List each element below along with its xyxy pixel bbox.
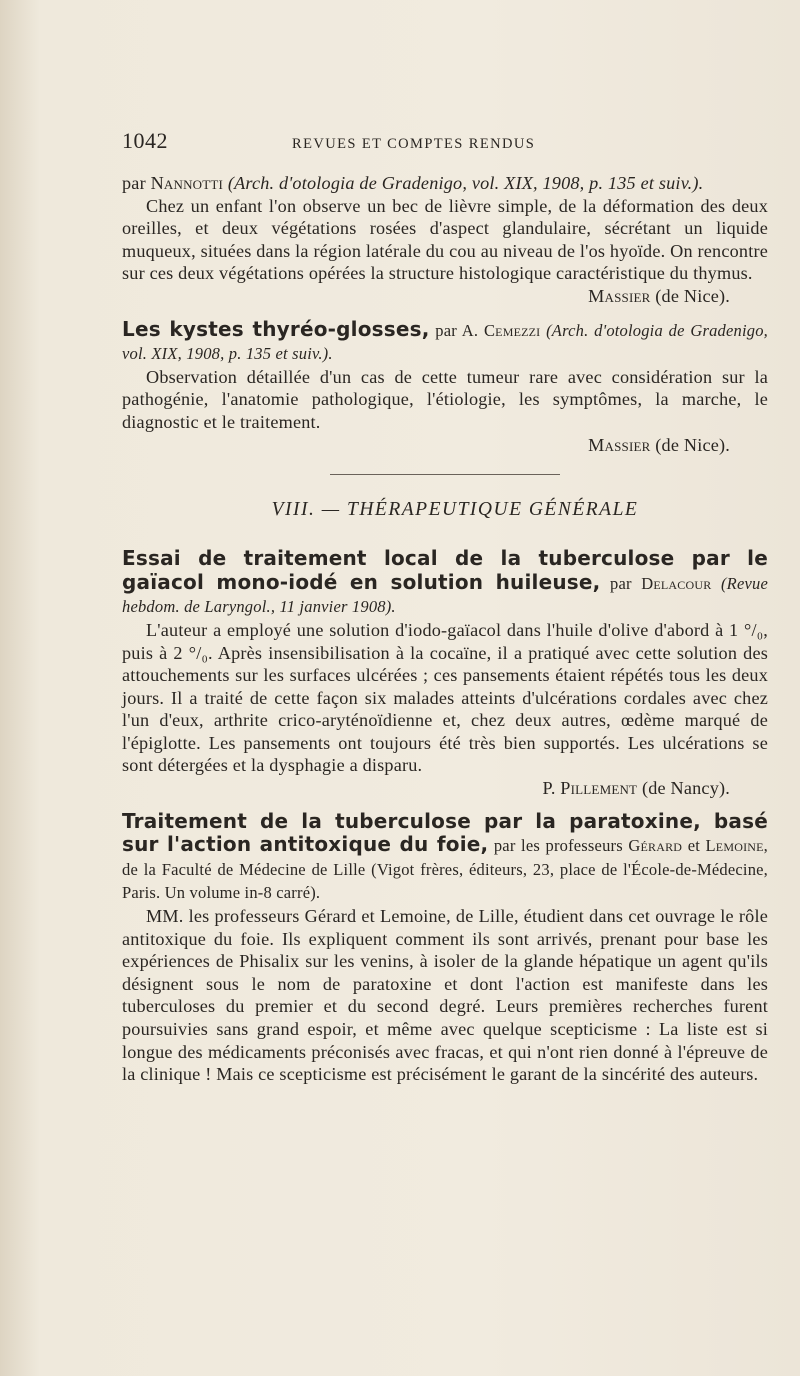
author-name: Gérard [628, 836, 683, 856]
citation-text: , de la Faculté de Médecine de Lille (Vigot frères, éditeurs, 23, place de l'École-de-Médecine, Paris. Un volume in-8 carré). [122, 836, 768, 903]
citation-text: (Revue hebdom. de Laryngol., 11 janvier 1908). [122, 573, 768, 617]
author-name: Delacour [641, 573, 712, 593]
article-title: Les kystes thyréo-glosses, [122, 316, 430, 341]
article-heading: Traitement de la tuberculose par la paratoxine, basé sur l'action antitoxique du foie, par les professeurs Gérard et Lemoine, de la Faculté de Médecine de Lille (Vigot frères, éditeurs, 23, place de l'École-de-Médecine, Paris. Un volume in-8 carré). [122, 808, 768, 903]
entry-body: L'auteur a employé une solution d'iodo-gaïacol dans l'huile d'olive d'abord à 1 °/₀, puis à 2 °/₀. Après insensibilisation à la cocaïne, il a pratiqué avec cette solution des attouchements sur les surfaces ulcérées ; ces pansements étaient répétés tous les deux jours. Il a traité de cette façon six malades atteints d'ulcérations cordales avec chez l'un d'eux, arthrite crico-aryténoïdienne et, chez deux autres, œdème marqué de l'épiglotte. Les pansements ont toujours été très bien supportés. Les ulcérations se sont détergées et la dysphagie a disparu. [122, 619, 768, 776]
reviewer-signature: Massier (de Nice). [588, 285, 730, 306]
entry-body: MM. les professeurs Gérard et Lemoine, de Lille, étudient dans cet ouvrage le rôle antitoxique du foie. Ils expliquent comment ils sont arrivés, prenant pour base les expériences de Phisalix sur les venins, à isoler de la glande hépatique un agent qu'ils désignent sous le nom de paratoxine et dont l'action est manifeste dans les tuberculoses du premier et du second degré. Leurs premières recherches furent poursuivies sans grand espoir, et même avec quelque scepticisme : La liste est si longue des médicaments préconisés avec fracas, et qui n'ont rien donné à l'épreuve de la clinique ! Mais ce scepticisme est précisément le garant de la sincérité des auteurs. [122, 906, 768, 1085]
running-header [122, 128, 768, 154]
article-heading: Essai de traitement local de la tuberculose par le gaïacol mono-iodé en solution huileuse, par Delacour (Revue hebdom. de Laryngol., 11 janvier 1908). [122, 546, 768, 617]
article-title: Essai de traitement local de la tuberculose par le gaïacol mono-iodé en solution huileuse, [122, 546, 768, 594]
page-number: 1042 [122, 128, 168, 153]
section-divider [330, 474, 560, 475]
article-title: Traitement de la tuberculose par la paratoxine, basé sur l'action antitoxique du foie, [122, 808, 768, 857]
section-heading: VIII. — THÉRAPEUTIQUE GÉNÉRALE [271, 499, 639, 521]
text-column [122, 128, 768, 1086]
article-heading: Les kystes thyréo-glosses, par A. Cemezzi (Arch. d'otologia de Gradenigo, vol. XIX, 1908, p. 135 et suiv.). [122, 316, 768, 364]
entry-body: Observation détaillée d'un cas de cette tumeur rare avec considération sur la pathogénie, l'anatomie pathologique, l'étiologie, les symptômes, la marche, le diagnostic et le traitement. [122, 366, 768, 432]
author-name: Cemezzi [483, 320, 541, 340]
citation-text: (Arch. d'otologia de Gradenigo, vol. XIX, 1908, p. 135 et suiv.). [223, 173, 704, 193]
citation-intro: par Nannotti (Arch. d'otologia de Gradenigo, vol. XIX, 1908, p. 135 et suiv.). [122, 173, 704, 193]
author-name: Lemoine [705, 836, 764, 856]
reviewer-signature: Massier (de Nice). [588, 434, 730, 455]
running-title: REVUES ET COMPTES RENDUS [292, 136, 536, 152]
author-name: Nannotti [150, 173, 224, 193]
citation-text: (Arch. d'otologia de Gradenigo, vol. XIX, 1908, p. 135 et suiv.). [122, 320, 768, 364]
reviewer-signature: P. Pillement (de Nancy). [542, 778, 730, 799]
entry-body: Chez un enfant l'on observe un bec de lièvre simple, de la déformation des deux oreilles, et deux végétations rosées d'aspect glandulaire, sécrétant un liquide muqueux, situées dans la région latérale du cou au niveau de l'os hyoïde. On rencontre sur ces deux végétations opérées la structure histologique caractéristique du thymus. [122, 195, 768, 284]
